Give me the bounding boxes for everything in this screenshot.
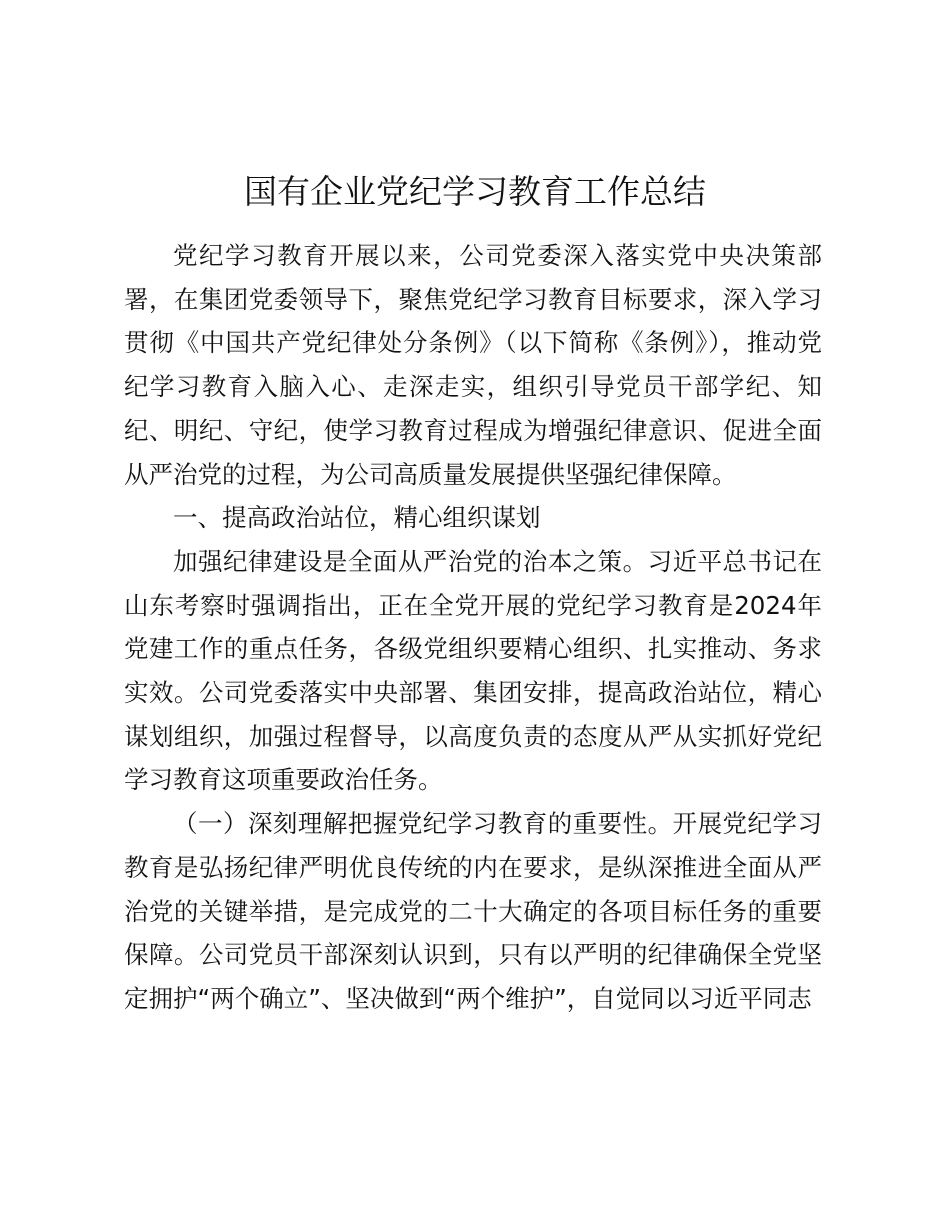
subsection-1-paragraph: （一）深刻理解把握党纪学习教育的重要性。开展党纪学习教育是弘扬纪律严明优良传统的内在要求，是纵深推进全面从严治党的关键举措，是完成党的二十大确定的各项目标任务的重要保障。公司党员干部深刻认识到，只有以严明的纪律确保全党坚定拥护“两个确立”、坚决做到“两个维护”，自觉同以习近平同志 [124, 809, 822, 1013]
document-body [124, 234, 822, 1021]
intro-paragraph: 党纪学习教育开展以来，公司党委深入落实党中央决策部署，在集团党委领导下，聚焦党纪学习教育目标要求，深入学习贯彻《中国共产党纪律处分条例》（以下简称《条例》），推动党纪学习教育入脑入心、走深走实，组织引导党员干部学纪、知纪、明纪、守纪，使学习教育过程成为增强纪律意识、促进全面从严治党的过程，为公司高质量发展提供坚强纪律保障。 [124, 241, 822, 489]
section-heading-1: 一、提高政治站位，精心组织谋划 [173, 503, 541, 533]
document-title: 国有企业党纪学习教育工作总结 [244, 172, 706, 211]
section-1-paragraph: 加强纪律建设是全面从严治党的治本之策。习近平总书记在山东考察时强调指出，正在全党开展的党纪学习教育是2024年党建工作的重点任务，各级党组织要精心组织、扎实推动、务求实效。公司党委落实中央部署、集团安排，提高政治站位，精心谋划组织，加强过程督导，以高度负责的态度从严从实抓好党纪学习教育这项重要政治任务。 [124, 546, 822, 795]
